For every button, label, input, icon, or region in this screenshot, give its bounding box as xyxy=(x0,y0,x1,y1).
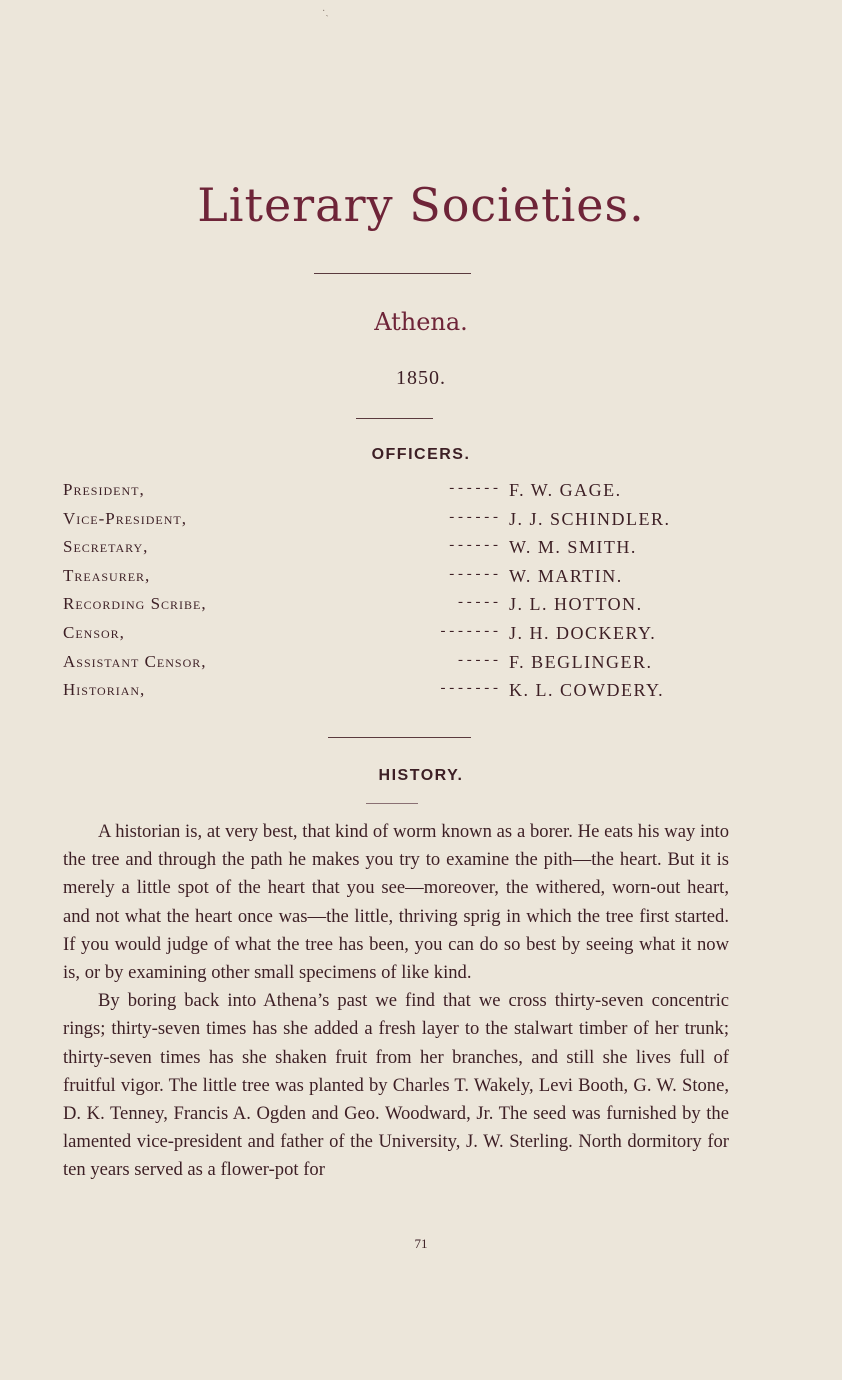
page-title: Literary Societies. xyxy=(197,178,645,232)
ink-speck: ·ˎ xyxy=(322,6,329,17)
officers-heading: OFFICERS. xyxy=(371,446,471,463)
leader-dashes: - - - - - - xyxy=(449,537,498,554)
officer-row xyxy=(63,537,703,566)
officer-role: Recording Scribe, xyxy=(63,594,207,614)
society-name: Athena. xyxy=(374,308,468,336)
history-paragraph: A historian is, at very best, that kind of worm known as a borer. He eats his way into the tree and through the path he makes you try to examine the pith—the heart. But it is merely a little spot of the heart that you see—moreover, the withered, worn-out heart, and not what the heart once was—the little, thriving sprig in which the tree first started. If you would judge of what the tree has been, you can do so best by seeing what it now is, or by examining other small specimens of like kind. xyxy=(63,821,729,984)
officer-name: F. BEGLINGER. xyxy=(509,651,653,672)
title-divider xyxy=(314,273,471,274)
leader-dashes: - - - - - - xyxy=(449,565,498,582)
officer-role: Vice-President, xyxy=(63,508,187,528)
officer-row xyxy=(63,509,703,538)
officer-row xyxy=(63,480,703,509)
officer-role: Censor, xyxy=(63,622,125,642)
officer-name: J. L. HOTTON. xyxy=(509,594,643,615)
leader-dashes: - - - - - - - xyxy=(440,680,498,697)
history-paragraph: By boring back into Athena’s past we find that we cross thirty-seven concentric rings; thirty-seven times has she added a fresh layer to the stalwart timber of her trunk; thirty-seven times has she shaken fruit from her branches, and still she lives full of fruitful vigor. The little tree was planted by Charles T. Wakely, Levi Booth, G. W. Stone, D. K. Tenney, Francis A. Ogden and Geo. Woodward, Jr. The seed was furnished by the lamented vice-president and father of the University, J. W. Sterling. North dormitory for ten years served as a flower-pot for xyxy=(63,990,729,1181)
history-divider xyxy=(366,803,418,804)
officer-name: F. W. GAGE. xyxy=(509,480,622,500)
leader-dashes: - - - - - xyxy=(458,651,498,668)
officer-name: J. H. DOCKERY. xyxy=(509,622,657,643)
officer-role: Treasurer, xyxy=(63,565,151,585)
officer-row xyxy=(63,594,703,623)
officer-name: W. MARTIN. xyxy=(509,565,623,586)
page-number: 71 xyxy=(414,1236,428,1251)
officer-row xyxy=(63,623,703,652)
officer-row xyxy=(63,680,703,709)
officers-divider xyxy=(328,737,471,738)
officers-list xyxy=(63,480,703,709)
officer-name: K. L. COWDERY. xyxy=(509,680,665,701)
officer-name: W. M. SMITH. xyxy=(509,537,637,558)
history-text xyxy=(63,818,729,1185)
officer-role: President, xyxy=(63,480,145,499)
officer-role: Secretary, xyxy=(63,537,149,557)
officer-role: Assistant Censor, xyxy=(63,651,207,671)
officer-row xyxy=(63,566,703,595)
leader-dashes: - - - - - - - xyxy=(440,622,498,639)
leader-dashes: - - - - - - xyxy=(449,508,498,525)
leader-dashes: - - - - - - xyxy=(449,480,498,496)
history-heading: HISTORY. xyxy=(378,767,464,784)
year-divider xyxy=(356,418,433,419)
society-year: 1850. xyxy=(396,367,446,389)
officer-role: Historian, xyxy=(63,680,146,700)
leader-dashes: - - - - - xyxy=(458,594,498,611)
officer-name: J. J. SCHINDLER. xyxy=(509,508,671,529)
officer-row xyxy=(63,652,703,681)
